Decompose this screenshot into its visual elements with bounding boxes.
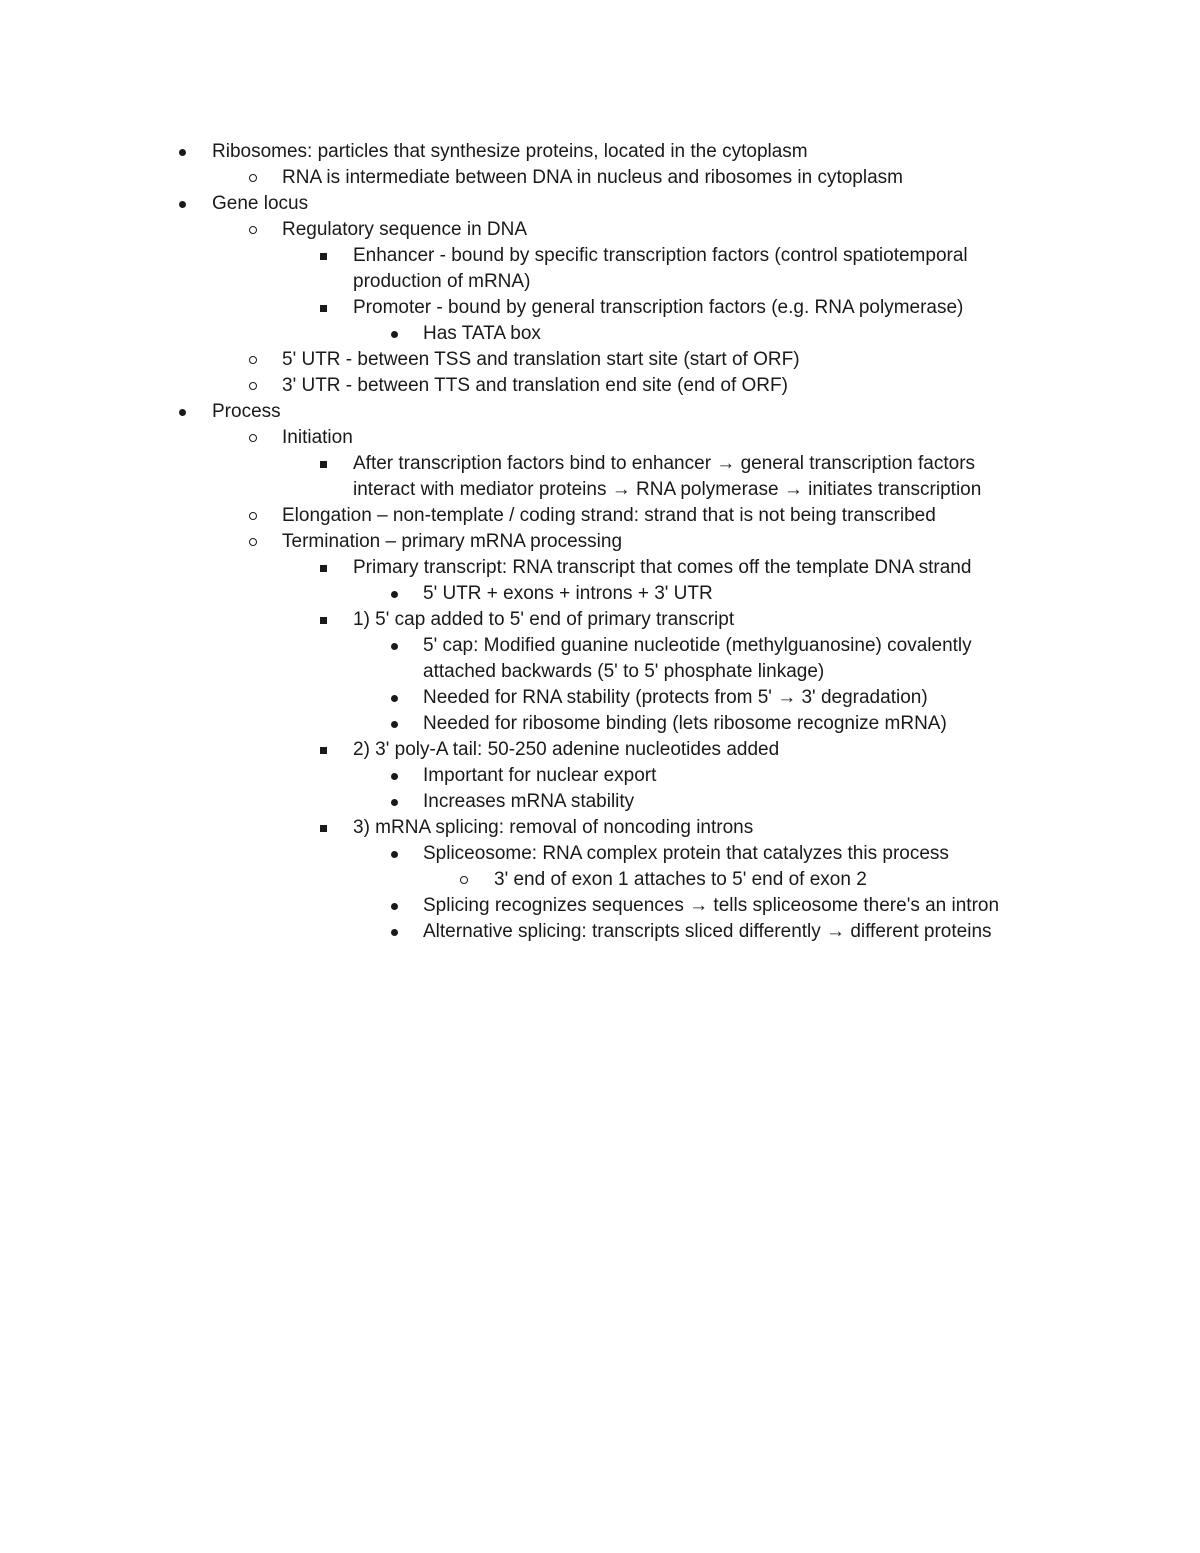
list-line <box>0 763 1200 789</box>
hollow-bullet-icon <box>458 867 470 893</box>
list-item-text: Termination – primary mRNA processing <box>282 531 623 552</box>
filled-bullet-icon <box>388 841 400 867</box>
list-line <box>0 685 1200 711</box>
list-item <box>0 347 1200 373</box>
list-line <box>0 633 1200 659</box>
list-item-text: Promoter - bound by general transcription factors (e.g. RNA polymerase) <box>353 297 964 318</box>
filled-bullet-icon <box>176 191 188 217</box>
list-item <box>0 399 1200 425</box>
list-item <box>0 295 1200 321</box>
list-item-text: Alternative splicing: transcripts sliced differently → different proteins <box>423 921 992 942</box>
list-item-text: Primary transcript: RNA transcript that comes off the template DNA strand <box>353 557 972 578</box>
list-item-text: 5' UTR + exons + introns + 3' UTR <box>423 583 713 604</box>
list-item <box>0 815 1200 841</box>
hollow-bullet-icon <box>247 529 259 555</box>
list-item-text: Initiation <box>282 427 353 448</box>
list-item-text: Gene locus <box>212 193 309 214</box>
filled-bullet-icon <box>388 581 400 607</box>
list-item <box>0 503 1200 529</box>
filled-bullet-icon <box>388 633 400 659</box>
list-line <box>0 815 1200 841</box>
hollow-bullet-icon <box>247 425 259 451</box>
list-item-text: 5' cap: Modified guanine nucleotide (methylguanosine) covalently <box>423 635 972 656</box>
list-line <box>0 503 1200 529</box>
list-line <box>0 269 1200 295</box>
list-item <box>0 373 1200 399</box>
list-item <box>0 243 1200 295</box>
filled-bullet-icon <box>388 321 400 347</box>
filled-bullet-icon <box>176 399 188 425</box>
list-item <box>0 191 1200 217</box>
list-item-text: RNA is intermediate between DNA in nucleus and ribosomes in cytoplasm <box>282 167 903 188</box>
list-item <box>0 711 1200 737</box>
list-item-text: production of mRNA) <box>353 271 531 292</box>
hollow-bullet-icon <box>247 165 259 191</box>
square-bullet-icon <box>317 295 329 321</box>
filled-bullet-icon <box>388 763 400 789</box>
list-item <box>0 789 1200 815</box>
list-item-text: Increases mRNA stability <box>423 791 635 812</box>
list-line <box>0 841 1200 867</box>
list-item <box>0 685 1200 711</box>
hollow-bullet-icon <box>247 217 259 243</box>
hollow-bullet-icon <box>247 347 259 373</box>
list-line <box>0 789 1200 815</box>
list-item-text: Needed for RNA stability (protects from 5' → 3' degradation) <box>423 687 928 708</box>
list-item <box>0 607 1200 633</box>
list-item <box>0 217 1200 243</box>
list-item-text: Has TATA box <box>423 323 541 344</box>
list-line <box>0 373 1200 399</box>
list-line <box>0 581 1200 607</box>
square-bullet-icon <box>317 737 329 763</box>
list-item-text: Needed for ribosome binding (lets ribosome recognize mRNA) <box>423 713 947 734</box>
list-item <box>0 737 1200 763</box>
list-line <box>0 139 1200 165</box>
list-item <box>0 165 1200 191</box>
list-item <box>0 555 1200 581</box>
square-bullet-icon <box>317 555 329 581</box>
filled-bullet-icon <box>176 139 188 165</box>
list-item-text: Important for nuclear export <box>423 765 657 786</box>
list-line <box>0 165 1200 191</box>
list-item <box>0 321 1200 347</box>
list-item-text: Splicing recognizes sequences → tells spliceosome there's an intron <box>423 895 1000 916</box>
notes-document <box>0 139 1200 945</box>
hollow-bullet-icon <box>247 503 259 529</box>
list-item-text: Enhancer - bound by specific transcription factors (control spatiotemporal <box>353 245 968 266</box>
list-item <box>0 763 1200 789</box>
list-item-text: After transcription factors bind to enhancer → general transcription factors <box>353 453 976 474</box>
list-line <box>0 659 1200 685</box>
list-item-text: attached backwards (5' to 5' phosphate linkage) <box>423 661 825 682</box>
filled-bullet-icon <box>388 919 400 945</box>
list-line <box>0 529 1200 555</box>
list-line <box>0 295 1200 321</box>
list-item <box>0 451 1200 503</box>
list-item-text: Spliceosome: RNA complex protein that catalyzes this process <box>423 843 949 864</box>
square-bullet-icon <box>317 243 329 269</box>
list-item-text: Process <box>212 401 281 422</box>
list-item-text: 3) mRNA splicing: removal of noncoding introns <box>353 817 754 838</box>
list-line <box>0 347 1200 373</box>
square-bullet-icon <box>317 815 329 841</box>
list-item <box>0 425 1200 451</box>
list-line <box>0 737 1200 763</box>
list-line <box>0 451 1200 477</box>
list-line <box>0 425 1200 451</box>
list-item <box>0 867 1200 893</box>
list-item <box>0 139 1200 165</box>
list-line <box>0 711 1200 737</box>
list-line <box>0 477 1200 503</box>
square-bullet-icon <box>317 607 329 633</box>
list-line <box>0 217 1200 243</box>
filled-bullet-icon <box>388 789 400 815</box>
list-line <box>0 243 1200 269</box>
list-line <box>0 867 1200 893</box>
list-item-text: interact with mediator proteins → RNA polymerase → initiates transcription <box>353 479 982 500</box>
list-item-text: 3' end of exon 1 attaches to 5' end of exon 2 <box>494 869 867 890</box>
list-item <box>0 633 1200 685</box>
list-line <box>0 607 1200 633</box>
list-item-text: 5' UTR - between TSS and translation start site (start of ORF) <box>282 349 800 370</box>
list-item <box>0 893 1200 919</box>
list-line <box>0 191 1200 217</box>
list-item-text: Ribosomes: particles that synthesize proteins, located in the cytoplasm <box>212 141 808 162</box>
list-line <box>0 321 1200 347</box>
list-item <box>0 529 1200 555</box>
list-item-text: 2) 3' poly-A tail: 50-250 adenine nucleotides added <box>353 739 780 760</box>
list-line <box>0 399 1200 425</box>
filled-bullet-icon <box>388 711 400 737</box>
hollow-bullet-icon <box>247 373 259 399</box>
list-line <box>0 555 1200 581</box>
list-item <box>0 919 1200 945</box>
list-item <box>0 581 1200 607</box>
list-item-text: 1) 5' cap added to 5' end of primary transcript <box>353 609 735 630</box>
filled-bullet-icon <box>388 893 400 919</box>
list-line <box>0 919 1200 945</box>
list-item-text: Elongation – non-template / coding strand: strand that is not being transcribed <box>282 505 936 526</box>
list-item-text: 3' UTR - between TTS and translation end site (end of ORF) <box>282 375 788 396</box>
list-item-text: Regulatory sequence in DNA <box>282 219 528 240</box>
filled-bullet-icon <box>388 685 400 711</box>
list-item <box>0 841 1200 867</box>
square-bullet-icon <box>317 451 329 477</box>
list-line <box>0 893 1200 919</box>
